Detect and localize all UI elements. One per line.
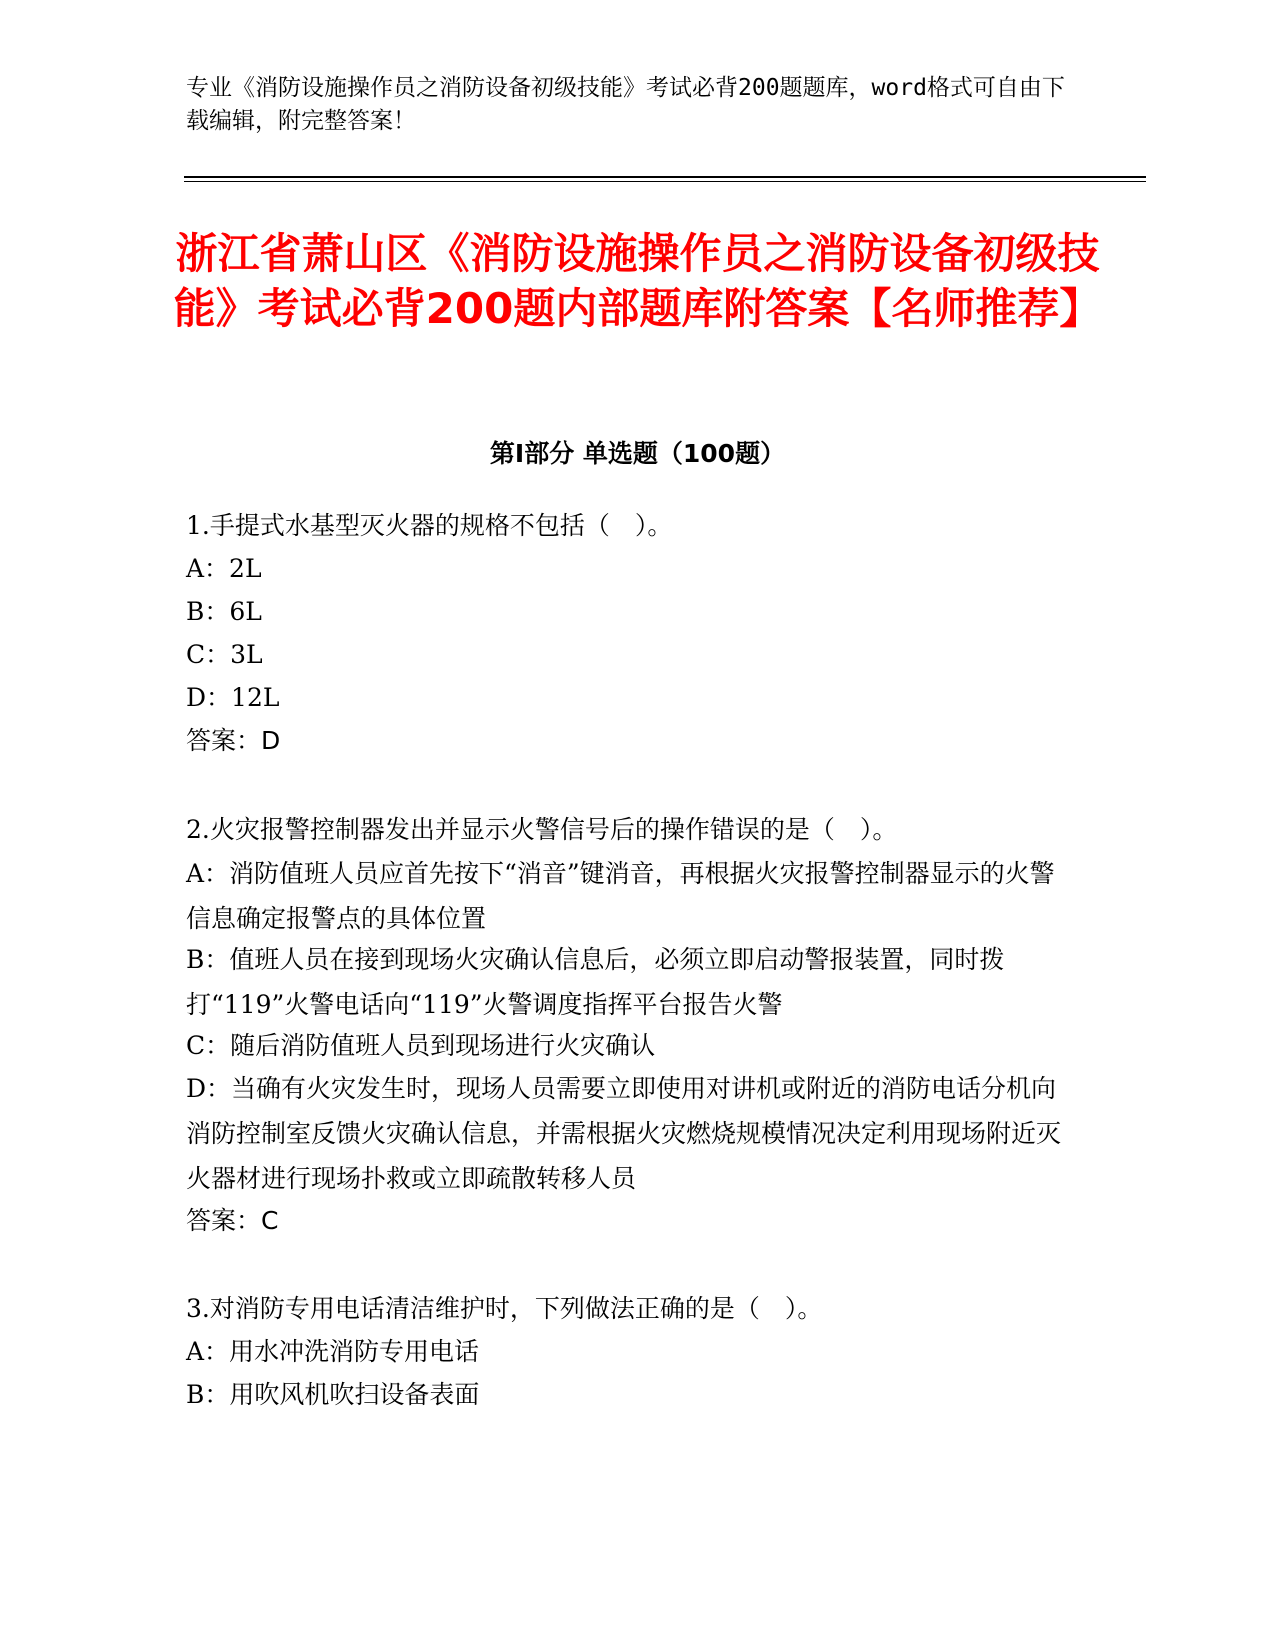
question-1-option-b: B：6L [186, 597, 262, 626]
question-3-stem: 3.对消防专用电话清洁维护时，下列做法正确的是（ ）。 [186, 1294, 823, 1323]
question-1-option-d: D：12L [186, 683, 280, 712]
question-1-option-c: C：3L [186, 640, 263, 669]
section-heading: 第I部分 单选题（100题） [489, 439, 786, 468]
question-2-option-d: D：当确有火灾发生时，现场人员需要立即使用对讲机或附近的消防电话分机向消防控制室反馈火灾确认信息，并需根据火灾燃烧规模情况决定利用现场附近灭火器材进行现场扑救或立即疏散转移人员 [186, 1074, 1062, 1193]
question-1-stem: 1.手提式水基型灭火器的规格不包括（ ）。 [186, 511, 673, 540]
question-2-answer: 答案：C [186, 1206, 279, 1235]
question-1-option-a: A：2L [186, 554, 262, 583]
question-2-option-a: A：消防值班人员应首先按下“消音”键消音，再根据火灾报警控制器显示的火警信息确定报警点的具体位置 [186, 859, 1055, 933]
header-divider-thick [184, 176, 1146, 178]
question-2-stem: 2.火灾报警控制器发出并显示火警信号后的操作错误的是（ ）。 [186, 815, 898, 844]
question-2-option-b: B：值班人员在接到现场火灾确认信息后，必须立即启动警报装置，同时拨打“119”火警电话向“119”火警调度指挥平台报告火警 [186, 945, 1005, 1019]
question-2-option-c: C：随后消防值班人员到现场进行火灾确认 [186, 1031, 656, 1060]
question-1-answer: 答案：D [186, 726, 281, 755]
header-note: 专业《消防设施操作员之消防设备初级技能》考试必背200题题库，word格式可自由下载编辑，附完整答案！ [186, 75, 1065, 134]
question-3-option-a: A：用水冲洗消防专用电话 [186, 1337, 480, 1366]
header-divider-thin [184, 181, 1146, 182]
document-title: 浙江省萧山区《消防设施操作员之消防设备初级技能》考试必背200题内部题库附答案【名师推荐】 [173, 229, 1102, 333]
question-3-option-b: B：用吹风机吹扫设备表面 [186, 1380, 480, 1409]
